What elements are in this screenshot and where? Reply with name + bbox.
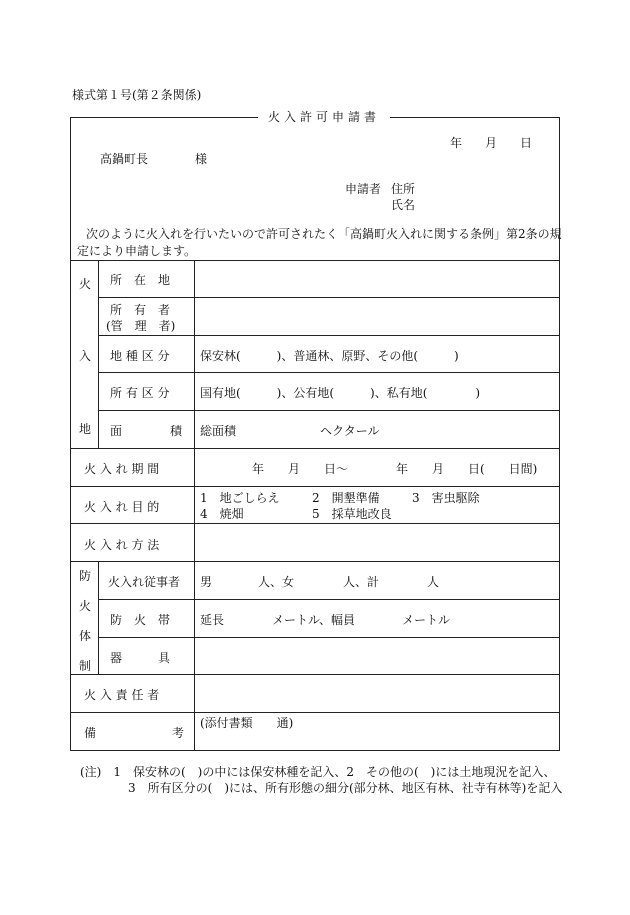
rule — [70, 523, 560, 524]
group-fire-site-char: 入 — [79, 349, 92, 363]
purpose-option: 4 焼畑 — [200, 507, 244, 521]
firebreak-width: メートル、幅員 — [272, 613, 356, 627]
rule — [98, 297, 560, 298]
firebreak-label: 防 火 帯 — [110, 613, 171, 627]
group-fire-prevention-char: 体 — [79, 629, 92, 643]
ownership-type-label: 所 有 区 分 — [110, 386, 170, 400]
applicant-name-label: 氏名 — [391, 198, 416, 212]
area-label: 面 積 — [110, 424, 183, 438]
purpose-label: 火 入 れ 目 的 — [84, 500, 160, 514]
date-month: 月 — [485, 136, 498, 150]
note-line2: 3 所有区分の( )には、所有形態の細分(部分林、地区有林、社寺有林等)を記入 — [128, 781, 563, 795]
firebreak-unit: メートル — [402, 613, 451, 627]
purpose-option: 5 採草地改良 — [312, 507, 392, 521]
date-year: 年 — [450, 136, 463, 150]
workers-unit: 人 — [427, 575, 440, 589]
rule — [98, 372, 560, 373]
body-text-line1: 次のように火入れを行いたいので許可されたく「高鍋町火入れに関する条例」第2条の規 — [86, 227, 562, 241]
rule — [98, 637, 560, 638]
ownership-type-value: 国有地( )、公有地( )、私有地( ) — [200, 386, 481, 400]
remarks-value: (添付書類 通) — [200, 716, 294, 730]
workers-label: 火入れ従事者 — [108, 575, 181, 589]
land-type-label: 地 種 区 分 — [110, 349, 170, 363]
group-fire-prevention-char: 制 — [79, 659, 92, 673]
rule — [98, 260, 99, 448]
group-fire-site-char: 火 — [79, 277, 92, 291]
remarks-label-right: 考 — [172, 726, 185, 740]
group-fire-prevention-char: 火 — [79, 599, 92, 613]
area-value-prefix: 総面積 — [200, 424, 237, 438]
workers-male: 男 — [200, 575, 213, 589]
rule — [70, 448, 560, 449]
note-line1: (注) 1 保安林の( )の中には保安林種を記入、2 その他の( )には土地現況を記入、 — [80, 765, 556, 779]
group-fire-site-char: 地 — [79, 422, 92, 436]
date-day: 日 — [520, 136, 533, 150]
workers-female: 人、女 — [258, 575, 295, 589]
rule — [194, 260, 195, 751]
period-label: 火 入 れ 期 間 — [84, 462, 160, 476]
rule — [98, 561, 99, 674]
group-fire-prevention-char: 防 — [79, 569, 92, 583]
rule — [70, 260, 560, 261]
applicant-address-label: 住所 — [391, 182, 416, 196]
period-value: 年 月 日～ 年 月 日( 日間) — [252, 462, 538, 476]
form-title: 火入許可申請書 — [258, 108, 390, 125]
form-caption: 様式第１号(第２条関係) — [72, 88, 202, 102]
rule — [70, 561, 560, 562]
applicant-label: 申請者 — [345, 182, 382, 196]
workers-total: 人、計 — [343, 575, 380, 589]
purpose-option: 1 地ごしらえ — [200, 491, 280, 505]
owner-label: 所 有 者 — [110, 303, 171, 317]
responsible-label: 火 入 責 任 者 — [84, 688, 160, 702]
rule — [70, 674, 560, 675]
remarks-label-left: 備 — [84, 726, 97, 740]
area-value-unit: ヘクタール — [320, 424, 380, 438]
purpose-option: 2 開墾準備 — [312, 491, 380, 505]
method-label: 火 入 れ 方 法 — [84, 538, 160, 552]
equipment-label: 器 具 — [110, 651, 171, 665]
rule — [70, 712, 560, 713]
land-type-value: 保安林( )、普通林、原野、その他( ) — [200, 349, 459, 363]
firebreak-length: 延長 — [200, 613, 225, 627]
rule — [98, 335, 560, 336]
rule — [70, 486, 560, 487]
addressee-honorific: 様 — [195, 152, 208, 166]
body-text-line2: 定により申請します。 — [77, 244, 197, 258]
rule — [98, 599, 560, 600]
purpose-option: 3 害虫駆除 — [412, 491, 480, 505]
manager-label: (管 理 者) — [106, 319, 176, 333]
rule — [98, 410, 560, 411]
location-label: 所 在 地 — [110, 273, 171, 287]
addressee-office: 高鍋町長 — [100, 152, 149, 166]
